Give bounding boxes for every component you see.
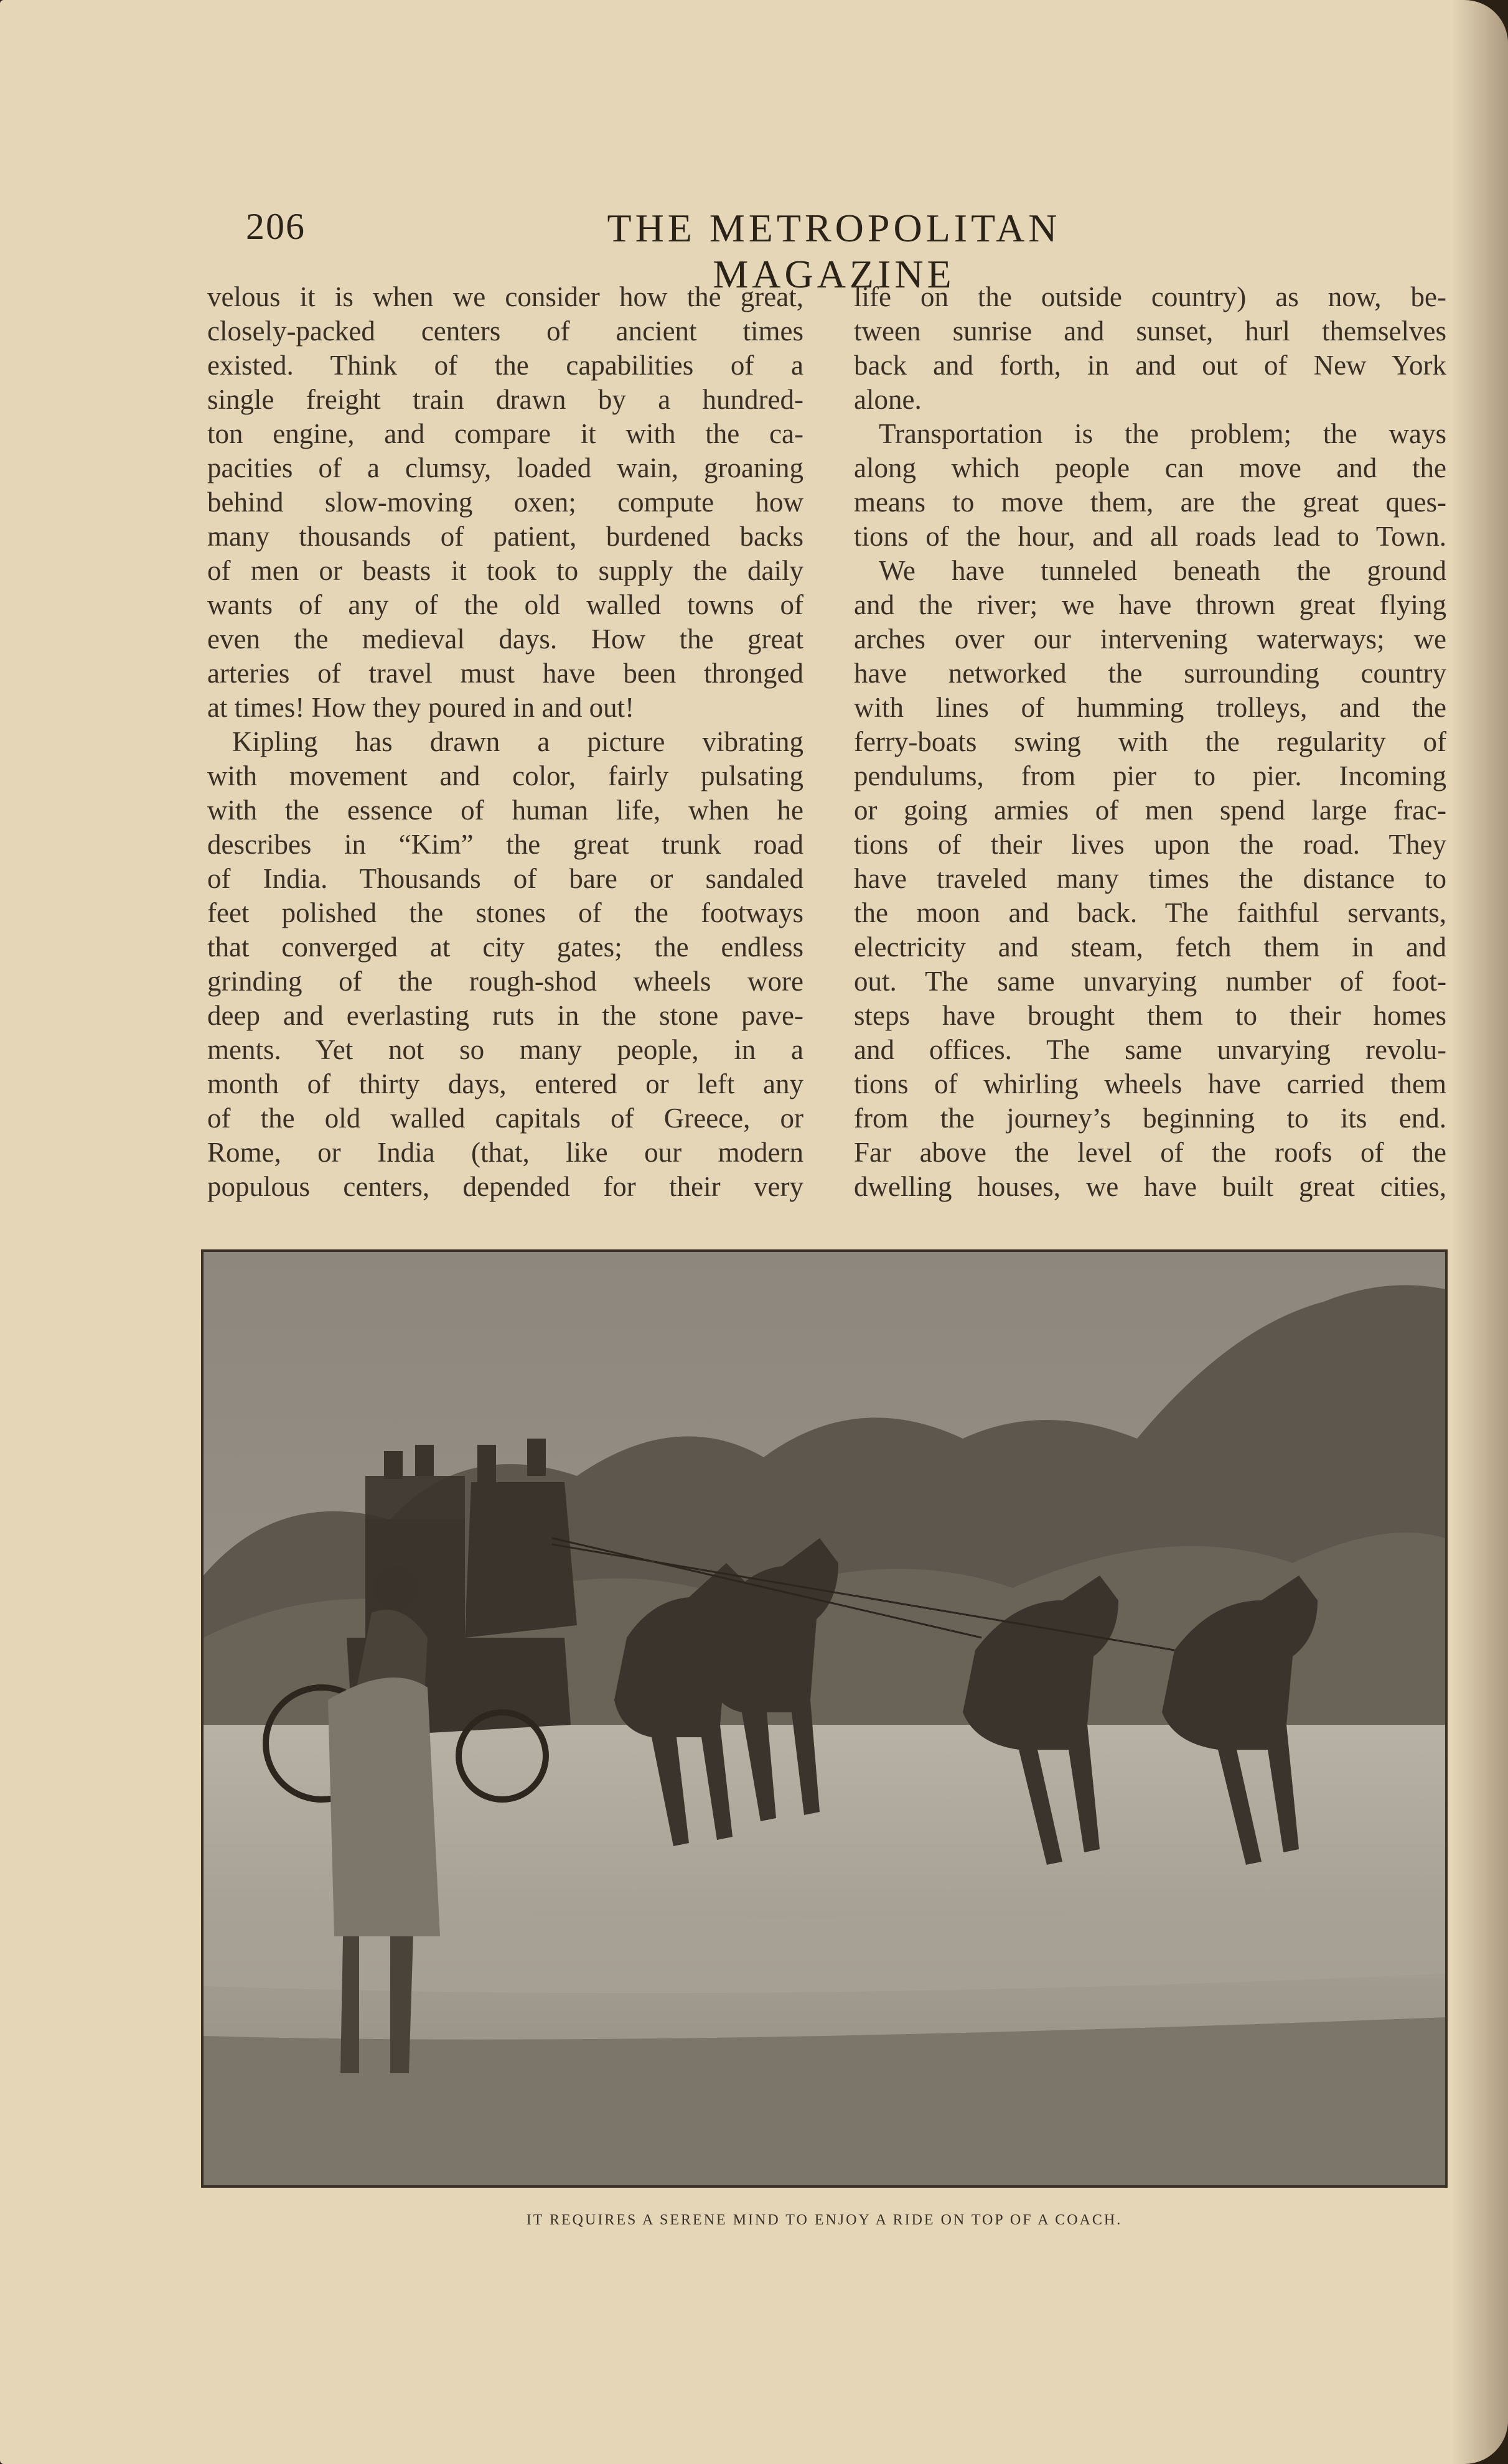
text-line: velous it is when we consider how the great,: [207, 281, 803, 312]
page-number: 206: [246, 206, 306, 247]
text-line: ments. Yet not so many people, in a: [207, 1034, 803, 1065]
text-line: pacities of a clumsy, loaded wain, groaning: [207, 452, 803, 483]
text-line: out. The same unvarying number of foot-: [854, 966, 1446, 997]
text-line: of India. Thousands of bare or sandaled: [207, 863, 803, 894]
text-line: many thousands of patient, burdened backs: [207, 521, 803, 552]
text-line: tions of whirling wheels have carried them: [854, 1068, 1446, 1099]
text-line: tions of their lives upon the road. They: [854, 829, 1446, 860]
text-line: Kipling has drawn a picture vibrating: [232, 726, 803, 757]
text-line: feet polished the stones of the footways: [207, 897, 803, 928]
text-line: and offices. The same unvarying revolu-: [854, 1034, 1446, 1065]
text-line: ferry-boats swing with the regularity of: [854, 726, 1446, 757]
coach-illustration: [201, 1249, 1448, 2188]
text-line: populous centers, depended for their very: [207, 1171, 803, 1202]
text-line: alone.: [854, 384, 922, 415]
running-head: THE METROPOLITAN MAGAZINE: [607, 206, 1061, 296]
text-line: wants of any of the old walled towns of: [207, 589, 803, 620]
text-line: with lines of humming trolleys, and the: [854, 692, 1446, 723]
text-line: life on the outside country) as now, be-: [854, 281, 1446, 312]
text-line: closely-packed centers of ancient times: [207, 315, 803, 347]
text-line: and the river; we have thrown great flying: [854, 589, 1446, 620]
text-line: have traveled many times the distance to: [854, 863, 1446, 894]
text-line: steps have brought them to their homes: [854, 1000, 1446, 1031]
illustration-caption: IT REQUIRES A SERENE MIND TO ENJOY A RIDE ON TOP OF A COACH.: [526, 2212, 1123, 2228]
text-line: We have tunneled beneath the ground: [879, 555, 1446, 586]
coach-illustration-drawing: [204, 1252, 1445, 2185]
text-line: grinding of the rough-shod wheels wore: [207, 966, 803, 997]
text-line: ton engine, and compare it with the ca-: [207, 418, 803, 449]
text-line: pendulums, from pier to pier. Incoming: [854, 760, 1446, 791]
text-line: behind slow-moving oxen; compute how: [207, 487, 803, 518]
text-line: with the essence of human life, when he: [207, 795, 803, 826]
right-column: [854, 280, 1446, 1204]
left-column: [207, 280, 803, 1204]
text-line: dwelling houses, we have built great cities,: [854, 1171, 1446, 1202]
text-line: even the medieval days. How the great: [207, 623, 803, 655]
text-line: existed. Think of the capabilities of a: [207, 350, 803, 381]
text-line: Rome, or India (that, like our modern: [207, 1137, 803, 1168]
text-line: means to move them, are the great ques-: [854, 487, 1446, 518]
text-line: describes in “Kim” the great trunk road: [207, 829, 803, 860]
text-line: arches over our intervening waterways; we: [854, 623, 1446, 655]
text-line: at times! How they poured in and out!: [207, 692, 635, 723]
text-line: or going armies of men spend large frac-: [854, 795, 1446, 826]
text-line: month of thirty days, entered or left any: [207, 1068, 803, 1099]
text-line: arteries of travel must have been thronged: [207, 658, 803, 689]
text-line: have networked the surrounding country: [854, 658, 1446, 689]
page-edge-shadow: [1452, 0, 1508, 2464]
text-line: back and forth, in and out of New York: [854, 350, 1446, 381]
text-line: the moon and back. The faithful servants,: [854, 897, 1446, 928]
text-line: with movement and color, fairly pulsating: [207, 760, 803, 791]
text-line: from the journey’s beginning to its end.: [854, 1103, 1446, 1134]
text-line: Far above the level of the roofs of the: [854, 1137, 1446, 1168]
text-line: single freight train drawn by a hundred-: [207, 384, 803, 415]
text-line: Transportation is the problem; the ways: [879, 418, 1446, 449]
text-line: electricity and steam, fetch them in and: [854, 931, 1446, 963]
text-line: that converged at city gates; the endless: [207, 931, 803, 963]
text-line: tween sunrise and sunset, hurl themselves: [854, 315, 1446, 347]
text-line: tions of the hour, and all roads lead to Town.: [854, 521, 1446, 552]
text-line: of men or beasts it took to supply the daily: [207, 555, 803, 586]
text-line: along which people can move and the: [854, 452, 1446, 483]
text-line: deep and everlasting ruts in the stone pave-: [207, 1000, 803, 1031]
text-line: of the old walled capitals of Greece, or: [207, 1103, 803, 1134]
